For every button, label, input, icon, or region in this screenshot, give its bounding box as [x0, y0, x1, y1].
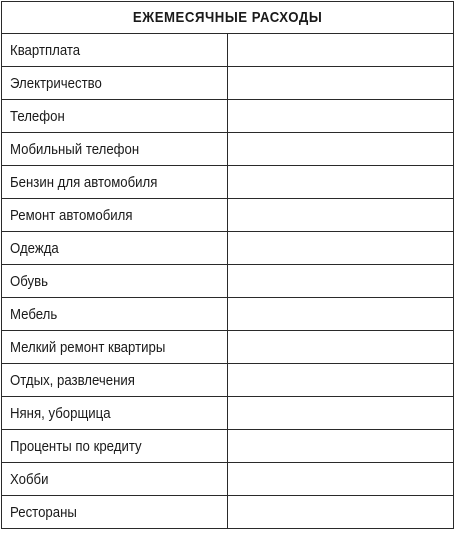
table-row — [2, 166, 454, 199]
expense-amount-cell — [228, 100, 454, 133]
table-row — [2, 298, 454, 331]
expense-amount-cell — [228, 397, 454, 430]
expense-amount-cell — [228, 331, 454, 364]
table-title: ЕЖЕМЕСЯЧНЫЕ РАСХОДЫ — [2, 2, 454, 34]
table-row — [2, 364, 454, 397]
expense-label-cell: Хобби — [2, 463, 228, 496]
expense-amount-cell — [228, 133, 454, 166]
expense-amount-cell — [228, 34, 454, 67]
expense-label-cell: Телефон — [2, 100, 228, 133]
table-row — [2, 265, 454, 298]
table-row — [2, 232, 454, 265]
table-row — [2, 397, 454, 430]
table-row — [2, 199, 454, 232]
table-row — [2, 430, 454, 463]
table-header-row — [2, 2, 454, 34]
expense-amount-cell — [228, 298, 454, 331]
expense-amount-cell — [228, 496, 454, 529]
expense-label-cell: Мебель — [2, 298, 228, 331]
table-row — [2, 34, 454, 67]
expense-amount-cell — [228, 430, 454, 463]
expense-amount-cell — [228, 166, 454, 199]
expense-label-cell: Мелкий ремонт квартиры — [2, 331, 228, 364]
expense-label-cell: Рестораны — [2, 496, 228, 529]
expense-label-cell: Отдых, развлечения — [2, 364, 228, 397]
expense-label-cell: Мобильный телефон — [2, 133, 228, 166]
expense-label-cell: Одежда — [2, 232, 228, 265]
expense-amount-cell — [228, 232, 454, 265]
expense-label-cell: Няня, уборщица — [2, 397, 228, 430]
monthly-expenses-table — [1, 1, 454, 529]
table-row — [2, 331, 454, 364]
monthly-expenses-sheet — [1, 1, 454, 541]
expense-label-cell: Ремонт автомобиля — [2, 199, 228, 232]
table-row — [2, 133, 454, 166]
expense-label-cell: Проценты по кредиту — [2, 430, 228, 463]
expense-label-cell: Обувь — [2, 265, 228, 298]
expense-label-cell: Электричество — [2, 67, 228, 100]
expense-amount-cell — [228, 463, 454, 496]
table-row — [2, 100, 454, 133]
expense-label-cell: Квартплата — [2, 34, 228, 67]
table-row — [2, 463, 454, 496]
expense-amount-cell — [228, 199, 454, 232]
expense-amount-cell — [228, 67, 454, 100]
expense-label-cell: Бензин для автомобиля — [2, 166, 228, 199]
expense-amount-cell — [228, 364, 454, 397]
table-row — [2, 496, 454, 529]
table-row — [2, 67, 454, 100]
expense-amount-cell — [228, 265, 454, 298]
